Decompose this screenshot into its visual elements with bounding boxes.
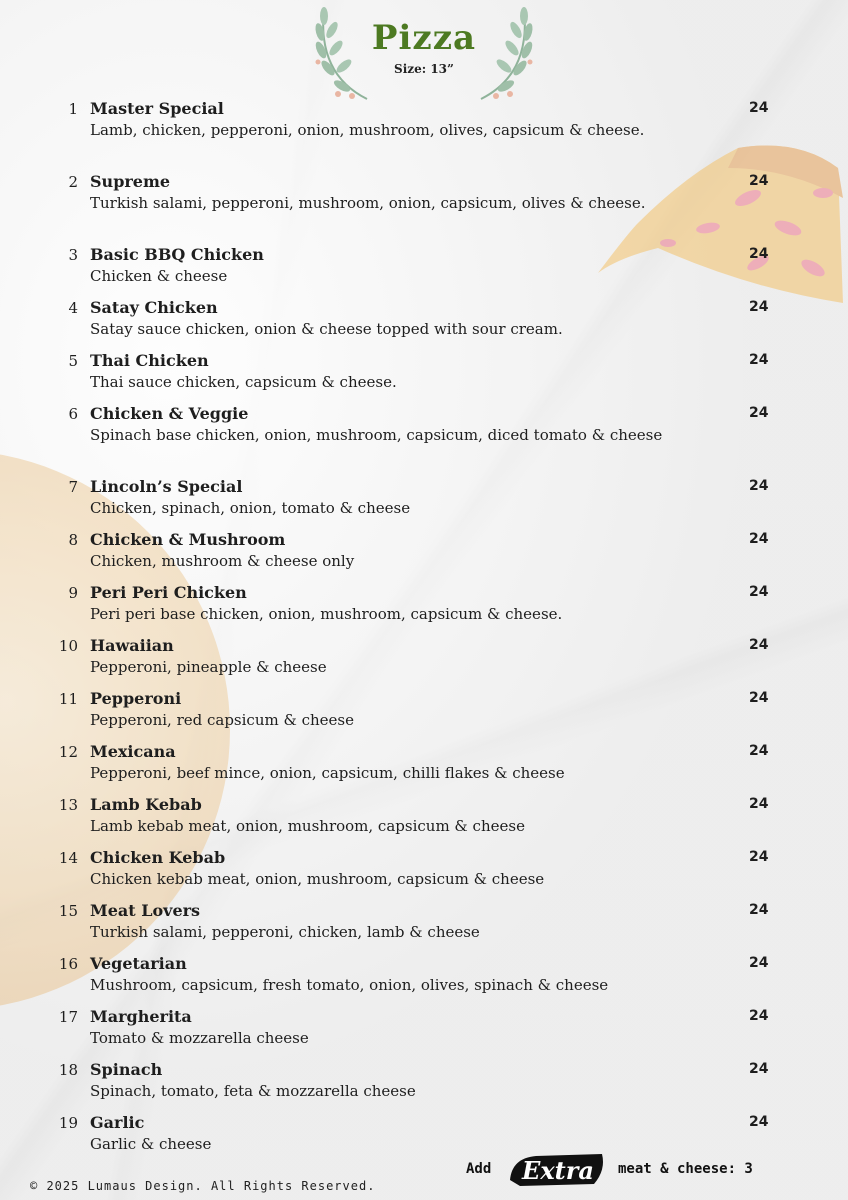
menu-item-description: Lamb kebab meat, onion, mushroom, capsicum & cheese xyxy=(90,817,525,835)
menu-item-description: Lamb, chicken, pepperoni, onion, mushroom, olives, capsicum & cheese. xyxy=(90,121,645,139)
menu-item-price: 24 xyxy=(749,1114,769,1130)
menu-item-description: Chicken kebab meat, onion, mushroom, capsicum & cheese xyxy=(90,870,545,888)
menu-item-price: 24 xyxy=(749,246,769,262)
extra-price-label: meat & cheese: 3 xyxy=(618,1161,753,1177)
menu-item-price: 24 xyxy=(749,405,769,421)
menu-item-number: 7 xyxy=(68,478,78,496)
extra-badge-text: Extra xyxy=(522,1156,594,1185)
menu-header xyxy=(0,0,848,100)
menu-item-number: 18 xyxy=(58,1061,78,1079)
page-title: Pizza xyxy=(371,18,477,58)
menu-item-name: Chicken & Mushroom xyxy=(90,530,286,549)
menu-item-description: Turkish salami, pepperoni, chicken, lamb & cheese xyxy=(90,923,480,941)
menu-item-number: 4 xyxy=(68,299,78,317)
extra-badge-icon xyxy=(506,1150,608,1190)
menu-item-number: 8 xyxy=(68,531,78,549)
menu-item-name: Basic BBQ Chicken xyxy=(90,245,264,264)
menu-item-number: 6 xyxy=(68,405,78,423)
menu-item-price: 24 xyxy=(749,100,769,116)
menu-item-number: 14 xyxy=(58,849,78,867)
menu-item-price: 24 xyxy=(749,352,769,368)
menu-item-number: 11 xyxy=(58,690,78,708)
menu-item-number: 1 xyxy=(68,100,78,118)
menu-item-name: Chicken Kebab xyxy=(90,848,226,867)
menu-item-number: 2 xyxy=(68,173,78,191)
extra-add-label: Add xyxy=(466,1161,492,1177)
menu-item-description: Pepperoni, red capsicum & cheese xyxy=(90,711,354,729)
menu-item-description: Spinach, tomato, feta & mozzarella cheese xyxy=(90,1082,416,1100)
menu-item-name: Lincoln’s Special xyxy=(90,477,243,496)
menu-item-description: Chicken & cheese xyxy=(90,267,228,285)
pizza-size-label: Size: 13” xyxy=(394,62,454,76)
copyright-text: © 2025 Lumaus Design. All Rights Reserved. xyxy=(30,1179,376,1193)
menu-item-number: 17 xyxy=(58,1008,78,1026)
menu-item-name: Margherita xyxy=(90,1007,192,1026)
menu-item-number: 16 xyxy=(58,955,78,973)
menu-item-number: 15 xyxy=(58,902,78,920)
menu-item-name: Spinach xyxy=(90,1060,163,1079)
menu-item-number: 19 xyxy=(58,1114,78,1132)
menu-item-description: Tomato & mozzarella cheese xyxy=(90,1029,309,1047)
menu-item-number: 12 xyxy=(58,743,78,761)
menu-item-description: Spinach base chicken, onion, mushroom, capsicum, diced tomato & cheese xyxy=(90,426,663,444)
menu-item-number: 13 xyxy=(58,796,78,814)
menu-item-price: 24 xyxy=(749,902,769,918)
menu-item-price: 24 xyxy=(749,1008,769,1024)
menu-item-description: Chicken, spinach, onion, tomato & cheese xyxy=(90,499,411,517)
menu-item-name: Pepperoni xyxy=(90,689,182,708)
menu-item-name: Vegetarian xyxy=(90,954,187,973)
menu-item-price: 24 xyxy=(749,849,769,865)
menu-item-price: 24 xyxy=(749,955,769,971)
menu-item-description: Chicken, mushroom & cheese only xyxy=(90,552,355,570)
menu-item-name: Mexicana xyxy=(90,742,176,761)
menu-item-price: 24 xyxy=(749,796,769,812)
menu-item-description: Mushroom, capsicum, fresh tomato, onion, olives, spinach & cheese xyxy=(90,976,609,994)
menu-item-description: Satay sauce chicken, onion & cheese topped with sour cream. xyxy=(90,320,563,338)
menu-item-name: Meat Lovers xyxy=(90,901,201,920)
menu-item-price: 24 xyxy=(749,299,769,315)
menu-item-name: Lamb Kebab xyxy=(90,795,202,814)
menu-item-price: 24 xyxy=(749,690,769,706)
menu-item-price: 24 xyxy=(749,173,769,189)
menu-item-price: 24 xyxy=(749,1061,769,1077)
menu-item-description: Garlic & cheese xyxy=(90,1135,212,1153)
menu-item-description: Peri peri base chicken, onion, mushroom, capsicum & cheese. xyxy=(90,605,563,623)
menu-item-description: Thai sauce chicken, capsicum & cheese. xyxy=(90,373,397,391)
menu-item-number: 10 xyxy=(58,637,78,655)
menu-item-name: Chicken & Veggie xyxy=(90,404,249,423)
menu-item-description: Pepperoni, pineapple & cheese xyxy=(90,658,327,676)
extra-note xyxy=(466,1150,776,1190)
menu-item-description: Turkish salami, pepperoni, mushroom, onion, capsicum, olives & cheese. xyxy=(90,194,646,212)
menu-item-name: Master Special xyxy=(90,99,224,118)
menu-item-name: Garlic xyxy=(90,1113,145,1132)
menu-item-number: 9 xyxy=(68,584,78,602)
menu-item-name: Peri Peri Chicken xyxy=(90,583,247,602)
menu-item-name: Thai Chicken xyxy=(90,351,209,370)
menu-item-number: 5 xyxy=(68,352,78,370)
menu-item-name: Hawaiian xyxy=(90,636,174,655)
menu-item-price: 24 xyxy=(749,478,769,494)
menu-item-price: 24 xyxy=(749,584,769,600)
menu-item-price: 24 xyxy=(749,637,769,653)
menu-item-number: 3 xyxy=(68,246,78,264)
menu-item-description: Pepperoni, beef mince, onion, capsicum, chilli flakes & cheese xyxy=(90,764,565,782)
menu-item-name: Satay Chicken xyxy=(90,298,218,317)
menu-item-price: 24 xyxy=(749,743,769,759)
menu-item-price: 24 xyxy=(749,531,769,547)
menu-item-name: Supreme xyxy=(90,172,171,191)
